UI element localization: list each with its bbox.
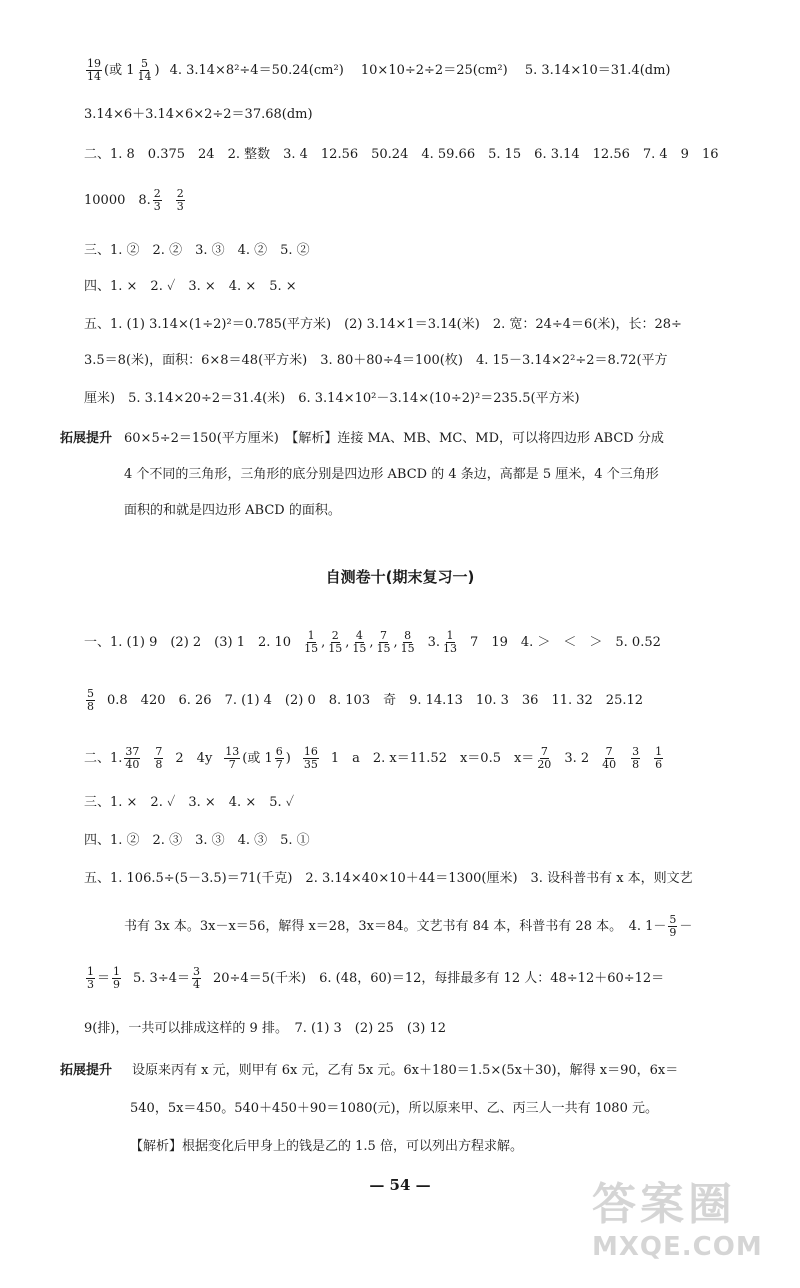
answer-text: 20÷4＝5(千米) 6. (48，60)＝12，每排最多有 12 人：48÷12＋60÷12＝: [213, 970, 665, 986]
fraction: $\frac{5}{14}$: [137, 57, 152, 83]
test-answer-line-4: 三、1. × 2. ✓ 3. × 4. × 5. ✓: [84, 795, 295, 810]
answer-text: 10000 8.: [84, 192, 151, 208]
answer-line-6: 四、1. × 2. ✓ 3. × 4. × 5. ×: [84, 279, 297, 294]
fraction: $\frac{2}{3}$: [153, 187, 161, 213]
extension-line-6: 【解析】根据变化后甲身上的钱是乙的 1.5 倍，可以列出方程求解。: [130, 1139, 523, 1154]
answer-text: 7 19 4. ＞ ＜ ＞ 5. 0.52: [470, 634, 661, 650]
fraction: $\frac{5}{9}$: [669, 913, 677, 939]
fraction: $\frac{8}{15}$: [400, 629, 415, 655]
fraction: $\frac{4}{15}$: [352, 629, 367, 655]
answer-text: 5. 3÷4＝: [133, 970, 190, 986]
extension-line-3: 面积的和就是四边形 ABCD 的面积。: [124, 503, 341, 518]
answer-text: (或 1: [242, 750, 273, 766]
answer-line-1: [84, 58, 760, 83]
extension-label: 拓展提升: [60, 1063, 113, 1078]
test-answer-line-9: 9(排)，一共可以排成这样的 9 排。 7. (1) 3 (2) 25 (3) 12: [84, 1021, 446, 1036]
fraction: $\frac{2}{15}$: [328, 629, 343, 655]
answer-text: 2 4y: [175, 750, 213, 766]
answer-line-9: 厘米) 5. 3.14×20÷2＝31.4(米) 6. 3.14×10²－3.14×(10÷2)²＝235.5(平方米): [84, 391, 580, 406]
fraction: $\frac{1}{13}$: [443, 629, 458, 655]
answer-text: 3. 2: [564, 750, 590, 766]
fraction: $\frac{7}{20}$: [537, 745, 552, 771]
test-answer-line-7: [124, 914, 760, 939]
answer-text: (或 1: [104, 62, 135, 78]
answer-text: 二、1.: [84, 750, 123, 766]
fraction: $\frac{1}{3}$: [87, 965, 94, 991]
answer-text: ): [285, 750, 291, 766]
extension-line-2: 4 个不同的三角形，三角形的底分别是四边形 ABCD 的 4 条边，高都是 5 厘米，4 个三角形: [124, 467, 659, 482]
page-number: — 54 —: [369, 1176, 431, 1194]
fraction: $\frac{19}{14}$: [87, 57, 101, 83]
fraction: $\frac{6}{7}$: [275, 745, 283, 771]
fraction: $\frac{3}{8}$: [632, 745, 640, 771]
fraction: $\frac{13}{7}$: [225, 745, 240, 771]
section-title: 自测卷十(期末复习一): [325, 568, 475, 586]
test-answer-line-5: 四、1. ② 2. ③ 3. ③ 4. ③ 5. ①: [84, 833, 310, 848]
extension-line-1: [60, 428, 760, 450]
fraction: $\frac{7}{15}$: [376, 629, 391, 655]
fraction: $\frac{7}{8}$: [155, 745, 163, 771]
answer-line-3: 二、1. 8 0.375 24 2. 整数 3. 4 12.56 50.24 4. 59.66 5. 15 6. 3.14 12.56 7. 4 9 16: [84, 147, 719, 162]
answer-line-2: 3.14×6＋3.14×6×2÷2＝37.68(dm): [84, 107, 313, 122]
answer-text: －: [679, 918, 693, 934]
fraction: $\frac{3}{4}$: [193, 965, 200, 991]
fraction: $\frac{1}{6}$: [655, 745, 663, 771]
answer-line-8: 3.5＝8(米)，面积：6×8＝48(平方米) 3. 80＋80÷4＝100(枚) 4. 15－3.14×2²÷2＝8.72(平方: [84, 353, 668, 368]
answer-line-4: [84, 188, 760, 213]
fraction: $\frac{5}{8}$: [87, 687, 94, 713]
test-answer-line-8: [84, 966, 760, 991]
extension-line-5: 540，5x＝450。540＋450＋90＝1080(元)，所以原来甲、乙、丙三人一共有 1080 元。: [130, 1101, 658, 1116]
extension-label: 拓展提升: [60, 431, 113, 446]
test-answer-line-3: [84, 746, 760, 771]
extension-line-4: [60, 1060, 760, 1082]
answer-text: 书有 3x 本。3x－x＝56，解得 x＝28，3x＝84。文艺书有 84 本，科普书有 28 本。 4. 1－: [124, 918, 667, 934]
answer-text: 60×5÷2＝150(平方厘米) 【解析】连接 MA、MB、MC、MD，可以将四边形 ABCD 分成: [124, 431, 664, 446]
answer-text: 3.: [427, 634, 441, 650]
fraction: $\frac{1}{15}$: [304, 629, 319, 655]
fraction: $\frac{1}{9}$: [113, 965, 121, 991]
answer-text: 设原来丙有 x 元，则甲有 6x 元，乙有 5x 元。6x＋180＝1.5×(5x＋30)，解得 x＝90，6x＝: [132, 1063, 679, 1078]
answer-text: 1 a 2. x＝11.52 x＝0.5 x＝: [330, 750, 535, 766]
answer-text: 4. 3.14×8²÷4＝50.24(cm²) 10×10÷2÷2＝25(cm²) 5. 3.14×10＝31.4(dm): [169, 62, 671, 78]
answer-text: ): [154, 62, 160, 78]
test-answer-line-2: [84, 688, 760, 713]
answer-text: 0.8 420 6. 26 7. (1) 4 (2) 0 8. 103 奇 9. 14.13 10. 3 36 11. 32 25.12: [107, 692, 644, 708]
fraction: $\frac{16}{35}$: [303, 745, 318, 771]
test-answer-line-1: 一、1. (1) 9 (2) 2 (3) 1 2. 10 $\frac{1}{15}$ , $\frac{2}{15}$ , $\frac{4}{15}$ , $\frac{7}{15}$ , $\frac{8}{15}$ 3. $\frac{1}{13}$ 7 19 4. ＞ ＜ ＞ 5. 0.52: [84, 629, 661, 655]
answer-line-5: 三、1. ② 2. ② 3. ③ 4. ② 5. ②: [84, 243, 310, 258]
test-answer-line-6: 五、1. 106.5÷(5－3.5)＝71(千克) 2. 3.14×40×10＋44＝1300(厘米) 3. 设科普书有 x 本，则文艺: [84, 871, 693, 886]
answer-line-7: 五、1. (1) 3.14×(1÷2)²＝0.785(平方米) (2) 3.14×1＝3.14(米) 2. 宽：24÷4＝6(米)，长：28÷: [84, 317, 682, 332]
fraction: $\frac{2}{3}$: [176, 187, 184, 213]
fraction: $\frac{7}{40}$: [602, 745, 617, 771]
watermark-logo: 答案圈 MXQE.COM: [592, 1179, 763, 1262]
answer-text: 一、1. (1) 9 (2) 2 (3) 1 2. 10: [84, 634, 292, 650]
answer-text: ＝: [97, 970, 111, 986]
fraction: $\frac{37}{40}$: [125, 745, 140, 771]
